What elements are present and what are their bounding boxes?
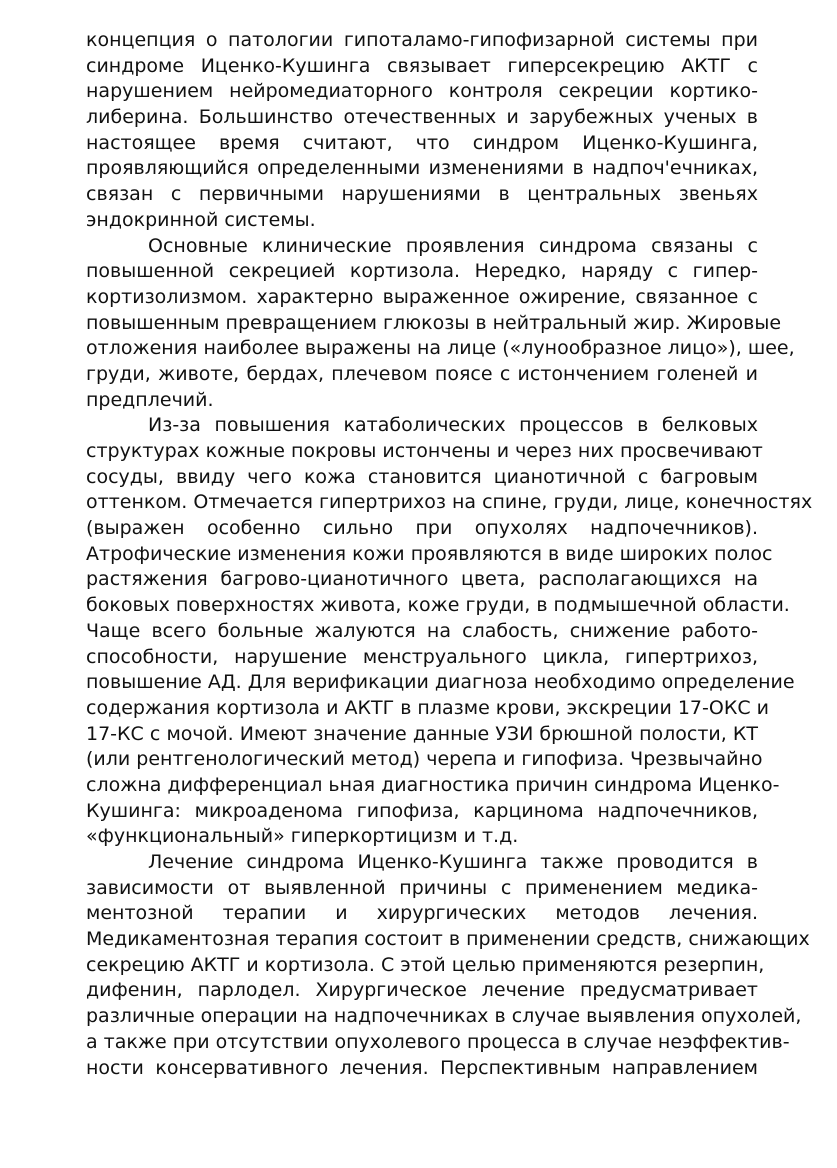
text-line: дифенин, парлодел. Хирургическое лечение предусматривает bbox=[86, 979, 758, 1002]
text-line: структурах кожные покровы истончены и через них просвечивают bbox=[86, 440, 763, 462]
text-line: зависимости от выявленной причины с применением медика- bbox=[86, 876, 758, 899]
text-line: а также при отсутствии опухолевого процесса в случае неэффектив- bbox=[86, 1030, 790, 1053]
text-line: нарушением нейромедиаторного контроля секреции кортико- bbox=[86, 80, 758, 103]
text-line: Медикаментозная терапия состоит в применении средств, снижающих bbox=[86, 928, 810, 951]
text-line: (выражен особенно сильно при опухолях надпочечников). bbox=[86, 517, 758, 540]
paragraph bbox=[86, 413, 813, 850]
text-line: 17-КС с мочой. Имеют значение данные УЗИ брюшной полости, КТ bbox=[86, 722, 758, 745]
text-line: Лечение синдрома Иценко-Кушинга также проводится в bbox=[148, 851, 758, 873]
text-line: сложна дифференциал ьная диагностика причин синдрома Иценко- bbox=[86, 773, 780, 796]
text-line: связан с первичными нарушениями в центральных звеньях bbox=[86, 183, 758, 206]
text-line: кортизолизмом. характерно выраженное ожирение, связанное с bbox=[86, 285, 758, 308]
text-line: концепция о патологии гипоталамо-гипофизарной системы при bbox=[86, 29, 758, 51]
text-line: содержания кортизола и АКТГ в плазме крови, экскреции 17-ОКС и bbox=[86, 696, 769, 719]
text-line: способности, нарушение менструального цикла, гипертрихоз, bbox=[86, 645, 758, 668]
text-line: отложения наиболее выражены на лице («лунообразное лицо»), шее, bbox=[86, 337, 795, 360]
text-line: Кушинга: микроаденома гипофиза, карцинома надпочечников, bbox=[86, 799, 758, 822]
text-line: (или рентгенологический метод) черепа и гипофиза. Чрезвычайно bbox=[86, 748, 763, 771]
text-line: синдроме Иценко-Кушинга связывает гиперсекрецию АКТГ с bbox=[86, 54, 758, 77]
text-line: повышенным превращением глюкозы в нейтральный жир. Жировые bbox=[86, 311, 782, 334]
document-page bbox=[86, 28, 813, 1081]
paragraph bbox=[86, 28, 758, 234]
text-line: предплечий. bbox=[86, 388, 214, 411]
text-line: груди, животе, бердах, плечевом поясе с истончением голеней и bbox=[86, 362, 758, 385]
text-line: различные операции на надпочечниках в случае выявления опухолей, bbox=[86, 1005, 802, 1028]
text-line: настоящее время считают, что синдром Иценко-Кушинга, bbox=[86, 131, 758, 154]
text-line: проявляющийся определенными изменениями в надпоч'ечниках, bbox=[86, 157, 758, 180]
text-line: ности консервативного лечения. Перспективным направлением bbox=[86, 1056, 758, 1079]
text-line: растяжения багрово-цианотичного цвета, располагающихся на bbox=[86, 568, 758, 591]
text-line: Из-за повышения катаболических процессов в белковых bbox=[148, 414, 758, 437]
text-line: Чаще всего больные жалуются на слабость, снижение работо- bbox=[86, 619, 758, 642]
text-line: «функциональный» гиперкортицизм и т.д. bbox=[86, 825, 519, 848]
text-line: повышенной секрецией кортизола. Нередко, наряду с гипер- bbox=[86, 260, 758, 283]
text-line: либерина. Большинство отечественных и зарубежных ученых в bbox=[86, 106, 758, 129]
text-line: сосуды, ввиду чего кожа становится цианотичной с багровым bbox=[86, 465, 758, 488]
text-line: боковых поверхностях живота, коже груди, в подмышечной области. bbox=[86, 594, 790, 617]
text-line: оттенком. Отмечается гипертрихоз на спине, груди, лице, конечностях bbox=[86, 491, 813, 514]
text-line: эндокринной системы. bbox=[86, 208, 316, 231]
paragraph bbox=[86, 850, 810, 1081]
text-line: Основные клинические проявления синдрома связаны с bbox=[148, 234, 758, 257]
text-line: Атрофические изменения кожи проявляются в виде широких полос bbox=[86, 542, 773, 565]
paragraph bbox=[86, 234, 795, 414]
text-line: повышение АД. Для верификации диагноза необходимо определение bbox=[86, 671, 795, 694]
text-line: секрецию АКТГ и кортизола. С этой целью применяются резерпин, bbox=[86, 953, 765, 976]
text-line: ментозной терапии и хирургических методов лечения. bbox=[86, 902, 758, 925]
